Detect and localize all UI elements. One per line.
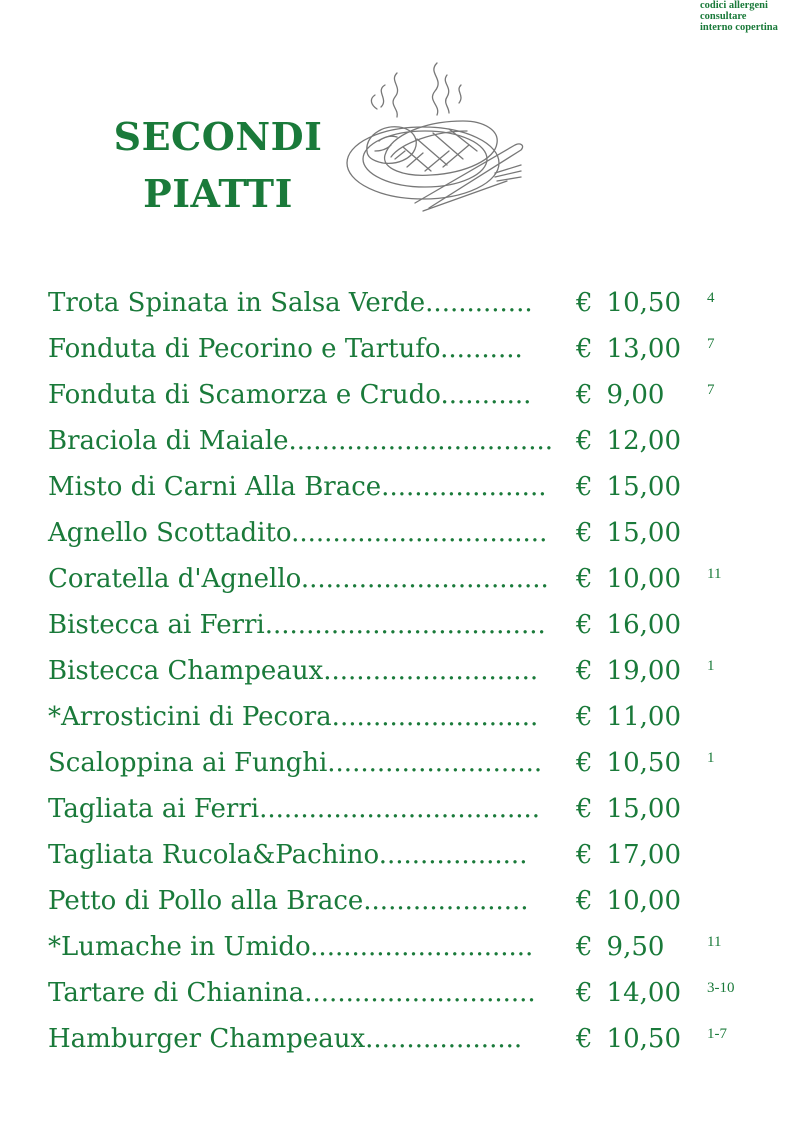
- price-value: 17,00: [606, 840, 681, 870]
- dish-price: [576, 563, 681, 595]
- price-value: 12,00: [606, 426, 681, 456]
- price-value: 10,50: [606, 748, 681, 778]
- euro-symbol: €: [576, 334, 593, 364]
- euro-symbol: €: [576, 288, 593, 318]
- menu-item: [0, 881, 800, 927]
- dish-name: *Arrosticini di Pecora.........................: [48, 702, 539, 732]
- allergen-codes: 1: [707, 750, 715, 766]
- euro-symbol: €: [576, 656, 593, 686]
- allergen-note-line-1: codici allergeni: [700, 0, 768, 11]
- dish-name: Fonduta di Scamorza e Crudo...........: [48, 380, 532, 410]
- dish-name: Scaloppina ai Funghi..........................: [48, 748, 543, 778]
- dish-price: [576, 379, 664, 411]
- euro-symbol: €: [576, 426, 593, 456]
- dish-price: [576, 609, 681, 641]
- price-value: 16,00: [606, 610, 681, 640]
- menu-item: [0, 973, 800, 1019]
- dish-name: Agnello Scottadito...............................: [48, 518, 548, 548]
- dish-name: Bistecca Champeaux..........................: [48, 656, 539, 686]
- dish-name: Tartare di Chianina............................: [48, 978, 536, 1008]
- price-value: 10,50: [606, 288, 681, 318]
- dish-price: [576, 839, 681, 871]
- menu-item: [0, 283, 800, 329]
- dish-price: [576, 701, 681, 733]
- euro-symbol: €: [576, 380, 593, 410]
- allergen-codes: 4: [707, 290, 715, 306]
- dish-price: [576, 793, 681, 825]
- euro-symbol: €: [576, 978, 593, 1008]
- dish-name: Coratella d'Agnello..............................: [48, 564, 549, 594]
- menu-item: [0, 1019, 800, 1065]
- menu-item: [0, 789, 800, 835]
- menu-item: [0, 927, 800, 973]
- dish-price: [576, 471, 681, 503]
- euro-symbol: €: [576, 748, 593, 778]
- menu-item: [0, 835, 800, 881]
- page-title-line-2: PIATTI: [143, 171, 293, 216]
- euro-symbol: €: [576, 518, 593, 548]
- dish-name: Braciola di Maiale................................: [48, 426, 553, 456]
- euro-symbol: €: [576, 932, 593, 962]
- allergen-codes: 7: [707, 382, 715, 398]
- dish-price: [576, 333, 681, 365]
- dish-name: Petto di Pollo alla Brace....................: [48, 886, 529, 916]
- menu-item: [0, 329, 800, 375]
- price-value: 15,00: [606, 794, 681, 824]
- euro-symbol: €: [576, 840, 593, 870]
- grilled-steak-plate-icon: [345, 55, 535, 220]
- dish-name: Tagliata Rucola&Pachino..................: [48, 840, 528, 870]
- euro-symbol: €: [576, 564, 593, 594]
- dish-name: Tagliata ai Ferri..................................: [48, 794, 541, 824]
- allergen-codes: 1-7: [707, 1026, 727, 1042]
- menu-item: [0, 513, 800, 559]
- dish-price: [576, 977, 681, 1009]
- menu-item: [0, 467, 800, 513]
- allergen-codes: 7: [707, 336, 715, 352]
- euro-symbol: €: [576, 472, 593, 502]
- dish-name: Bistecca ai Ferri..................................: [48, 610, 546, 640]
- menu-list: [0, 283, 800, 1065]
- euro-symbol: €: [576, 886, 593, 916]
- dish-price: [576, 747, 681, 779]
- dish-price: [576, 885, 681, 917]
- dish-price: [576, 425, 681, 457]
- page-title: [100, 108, 336, 222]
- price-value: 11,00: [606, 702, 681, 732]
- price-value: 9,50: [606, 932, 665, 962]
- dish-name: Misto di Carni Alla Brace....................: [48, 472, 547, 502]
- page-title-line-1: SECONDI: [113, 114, 323, 159]
- dish-name: *Lumache in Umido...........................: [48, 932, 534, 962]
- price-value: 14,00: [606, 978, 681, 1008]
- dish-price: [576, 287, 681, 319]
- dish-name: Trota Spinata in Salsa Verde.............: [48, 288, 533, 318]
- price-value: 15,00: [606, 472, 681, 502]
- price-value: 10,00: [606, 564, 681, 594]
- menu-item: [0, 743, 800, 789]
- euro-symbol: €: [576, 794, 593, 824]
- dish-name: Fonduta di Pecorino e Tartufo..........: [48, 334, 523, 364]
- allergen-codes: 1: [707, 658, 715, 674]
- euro-symbol: €: [576, 702, 593, 732]
- menu-item: [0, 421, 800, 467]
- price-value: 19,00: [606, 656, 681, 686]
- menu-item: [0, 605, 800, 651]
- menu-item: [0, 375, 800, 421]
- menu-item: [0, 697, 800, 743]
- euro-symbol: €: [576, 1024, 593, 1054]
- price-value: 9,00: [606, 380, 665, 410]
- price-value: 10,50: [606, 1024, 681, 1054]
- price-value: 13,00: [606, 334, 681, 364]
- price-value: 15,00: [606, 518, 681, 548]
- allergen-note: [700, 0, 800, 33]
- dish-name: Hamburger Champeaux...................: [48, 1024, 523, 1054]
- dish-price: [576, 931, 664, 963]
- dish-price: [576, 655, 681, 687]
- allergen-note-line-2: consultare: [700, 11, 747, 22]
- allergen-codes: 3-10: [707, 980, 735, 996]
- allergen-codes: 11: [707, 934, 722, 950]
- euro-symbol: €: [576, 610, 593, 640]
- allergen-note-line-3: interno copertina: [700, 22, 778, 33]
- price-value: 10,00: [606, 886, 681, 916]
- menu-item: [0, 651, 800, 697]
- allergen-codes: 11: [707, 566, 722, 582]
- dish-price: [576, 1023, 681, 1055]
- dish-price: [576, 517, 681, 549]
- menu-item: [0, 559, 800, 605]
